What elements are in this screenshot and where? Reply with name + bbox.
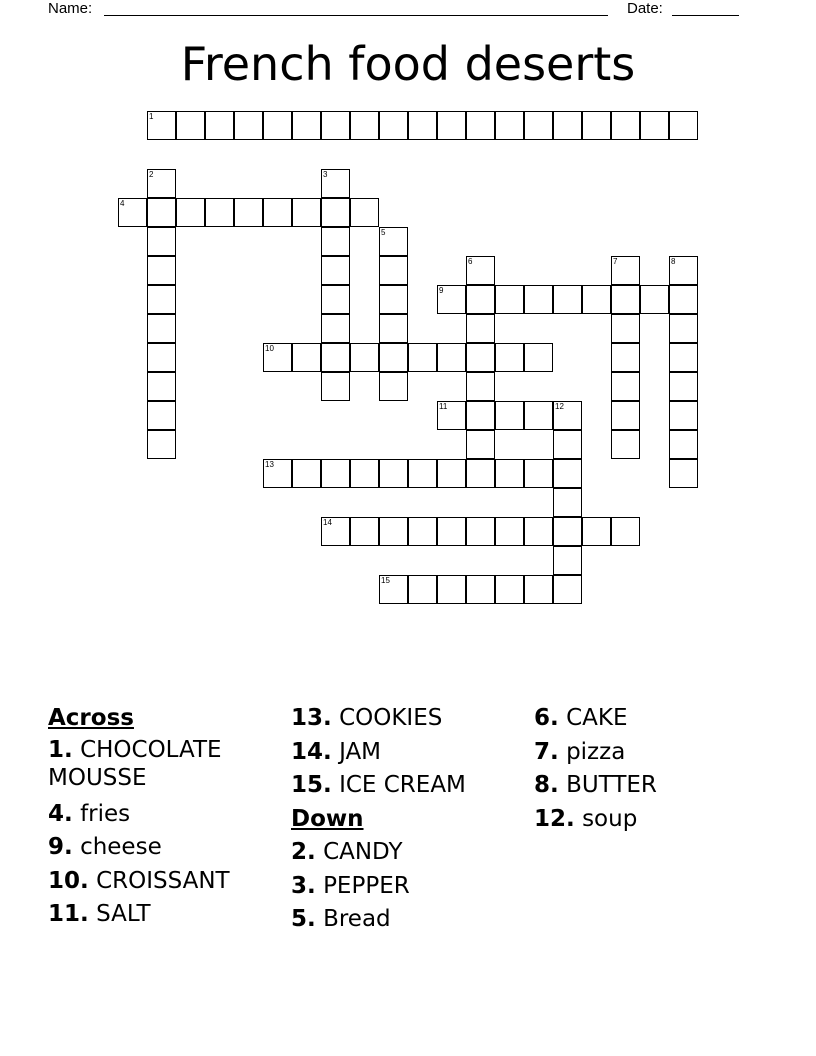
crossword-cell[interactable] (234, 198, 263, 227)
crossword-cell[interactable] (205, 198, 234, 227)
crossword-cell[interactable] (553, 401, 582, 430)
crossword-cell[interactable] (321, 517, 350, 546)
crossword-cell[interactable] (379, 517, 408, 546)
clue-across-1 (48, 736, 263, 792)
cell-number: 5 (381, 228, 386, 237)
clue-down-3 (291, 870, 521, 904)
clue-number: 1. (48, 736, 73, 763)
clue-number: 11. (48, 901, 89, 927)
clue-down-8 (534, 769, 764, 803)
crossword-cell[interactable] (466, 575, 495, 604)
crossword-cell[interactable] (437, 111, 466, 140)
crossword-cell[interactable] (321, 372, 350, 401)
date-label: Date: (627, 0, 663, 17)
crossword-cell[interactable] (437, 285, 466, 314)
clue-number: 4. (48, 800, 73, 827)
crossword-cell[interactable] (147, 169, 176, 198)
clue-number: 12. (534, 805, 575, 832)
clue-text: CANDY (323, 839, 403, 865)
crossword-cell[interactable] (350, 198, 379, 227)
clue-down-5 (291, 903, 521, 937)
clue-text: JAM (339, 738, 382, 765)
crossword-cell[interactable] (466, 517, 495, 546)
crossword-cell[interactable] (147, 314, 176, 343)
crossword-cell[interactable] (495, 517, 524, 546)
down-heading: Down (291, 805, 364, 832)
crossword-cell[interactable] (321, 256, 350, 285)
crossword-cell[interactable] (669, 314, 698, 343)
crossword-cell[interactable] (263, 111, 292, 140)
crossword-cell[interactable] (611, 343, 640, 372)
crossword-cell[interactable] (524, 285, 553, 314)
clue-text: ICE CREAM (339, 772, 466, 798)
crossword-cell[interactable] (640, 111, 669, 140)
cell-number: 4 (120, 199, 125, 208)
clue-number: 10. (48, 867, 89, 894)
clue-down-6 (534, 702, 764, 736)
crossword-cell[interactable] (321, 198, 350, 227)
clue-text: PEPPER (323, 872, 410, 899)
crossword-cell[interactable] (437, 459, 466, 488)
cell-number: 10 (265, 344, 274, 353)
crossword-cell[interactable] (147, 227, 176, 256)
crossword-cell[interactable] (669, 111, 698, 140)
crossword-cell[interactable] (495, 575, 524, 604)
clue-number: 14. (291, 738, 332, 765)
crossword-cell[interactable] (524, 517, 553, 546)
clue-across-14 (291, 736, 521, 770)
crossword-cell[interactable] (263, 459, 292, 488)
crossword-cell[interactable] (524, 111, 553, 140)
crossword-cell[interactable] (379, 111, 408, 140)
crossword-cell[interactable] (495, 343, 524, 372)
clue-text: CAKE (566, 705, 628, 731)
clues-column-1 (48, 702, 263, 932)
crossword-cell[interactable] (611, 314, 640, 343)
cell-number: 6 (468, 257, 473, 266)
clue-across-11 (48, 898, 263, 932)
crossword-cell[interactable] (611, 430, 640, 459)
crossword-cell[interactable] (611, 111, 640, 140)
crossword-cell[interactable] (611, 401, 640, 430)
clues-column-2 (291, 702, 521, 937)
clue-text: cheese (80, 834, 162, 860)
crossword-cell[interactable] (640, 285, 669, 314)
crossword-cell[interactable] (379, 575, 408, 604)
crossword-cell[interactable] (466, 314, 495, 343)
crossword-cell[interactable] (669, 459, 698, 488)
crossword-cell[interactable] (176, 198, 205, 227)
clue-across-15 (291, 769, 521, 803)
crossword-cell[interactable] (553, 546, 582, 575)
crossword-cell[interactable] (466, 430, 495, 459)
crossword-cell[interactable] (553, 459, 582, 488)
crossword-cell[interactable] (321, 459, 350, 488)
crossword-cell[interactable] (437, 343, 466, 372)
crossword-cell[interactable] (437, 575, 466, 604)
crossword-cell[interactable] (553, 488, 582, 517)
crossword-cell[interactable] (466, 285, 495, 314)
clue-down-12 (534, 803, 764, 837)
crossword-cell[interactable] (495, 111, 524, 140)
crossword-cell[interactable] (379, 285, 408, 314)
crossword-cell[interactable] (408, 517, 437, 546)
crossword-cell[interactable] (582, 517, 611, 546)
cell-number: 15 (381, 576, 390, 585)
crossword-cell[interactable] (147, 372, 176, 401)
crossword-cell[interactable] (582, 285, 611, 314)
crossword-cell[interactable] (379, 227, 408, 256)
name-label: Name: (48, 0, 93, 17)
cell-number: 9 (439, 286, 444, 295)
cell-number: 7 (613, 257, 618, 266)
crossword-cell[interactable] (466, 459, 495, 488)
crossword-cell[interactable] (292, 459, 321, 488)
clue-down-7 (534, 736, 764, 770)
crossword-cell[interactable] (350, 517, 379, 546)
clue-number: 9. (48, 834, 73, 860)
crossword-cell[interactable] (553, 285, 582, 314)
crossword-cell[interactable] (263, 198, 292, 227)
clue-number: 2. (291, 839, 316, 865)
cell-number: 2 (149, 170, 154, 179)
crossword-cell[interactable] (292, 111, 321, 140)
crossword-cell[interactable] (669, 343, 698, 372)
across-heading: Across (48, 705, 134, 731)
crossword-cell[interactable] (408, 575, 437, 604)
crossword-cell[interactable] (321, 227, 350, 256)
crossword-cell[interactable] (321, 314, 350, 343)
crossword-cell[interactable] (669, 430, 698, 459)
crossword-cell[interactable] (147, 256, 176, 285)
crossword-cell[interactable] (118, 198, 147, 227)
clue-text: Bread (323, 906, 391, 932)
crossword-cell[interactable] (466, 111, 495, 140)
crossword-cell[interactable] (553, 430, 582, 459)
clue-across-4 (48, 798, 263, 832)
clue-number: 8. (534, 772, 559, 798)
crossword-cell[interactable] (553, 517, 582, 546)
clue-text: COOKIES (339, 705, 443, 731)
crossword-cell[interactable] (408, 111, 437, 140)
clue-text: pizza (566, 738, 626, 765)
cell-number: 1 (149, 112, 154, 121)
crossword-cell[interactable] (669, 401, 698, 430)
cell-number: 12 (555, 402, 564, 411)
clue-number: 7. (534, 738, 559, 765)
crossword-cell[interactable] (611, 285, 640, 314)
crossword-cell[interactable] (379, 314, 408, 343)
crossword-cell[interactable] (553, 575, 582, 604)
crossword-cell[interactable] (553, 111, 582, 140)
clue-number: 6. (534, 705, 559, 731)
clue-across-9 (48, 831, 263, 865)
crossword-cell[interactable] (379, 343, 408, 372)
crossword-cell[interactable] (379, 256, 408, 285)
clue-text: CHOCOLATE MOUSSE (48, 736, 222, 791)
clue-number: 5. (291, 906, 316, 932)
crossword-cell[interactable] (466, 401, 495, 430)
crossword-cell[interactable] (147, 111, 176, 140)
clue-across-10 (48, 865, 263, 899)
cell-number: 13 (265, 460, 274, 469)
crossword-cell[interactable] (234, 111, 263, 140)
crossword-cell[interactable] (379, 372, 408, 401)
clue-text: SALT (96, 901, 151, 927)
page-title: French food deserts (180, 37, 636, 91)
crossword-cell[interactable] (437, 517, 466, 546)
clue-text: soup (582, 805, 638, 832)
crossword-cell[interactable] (147, 430, 176, 459)
crossword-cell[interactable] (263, 343, 292, 372)
crossword-cell[interactable] (524, 459, 553, 488)
crossword-cell[interactable] (582, 111, 611, 140)
crossword-cell[interactable] (292, 198, 321, 227)
crossword-cell[interactable] (466, 343, 495, 372)
crossword-cell[interactable] (350, 459, 379, 488)
crossword-cell[interactable] (466, 256, 495, 285)
clues-column-3 (534, 702, 764, 836)
crossword-cell[interactable] (205, 111, 234, 140)
crossword-cell[interactable] (147, 285, 176, 314)
crossword-cell[interactable] (321, 169, 350, 198)
clue-text: CROISSANT (96, 867, 230, 894)
crossword-cell[interactable] (495, 401, 524, 430)
crossword-cell[interactable] (611, 517, 640, 546)
crossword-cell[interactable] (669, 372, 698, 401)
crossword-cell[interactable] (292, 343, 321, 372)
crossword-cell[interactable] (176, 111, 205, 140)
crossword-cell[interactable] (147, 198, 176, 227)
crossword-cell[interactable] (350, 111, 379, 140)
clue-text: fries (80, 800, 131, 827)
crossword-cell[interactable] (524, 343, 553, 372)
crossword-cell[interactable] (437, 401, 466, 430)
clue-down-2 (291, 836, 521, 870)
clue-number: 3. (291, 872, 316, 899)
cell-number: 14 (323, 518, 332, 527)
clue-across-13 (291, 702, 521, 736)
crossword-cell[interactable] (321, 343, 350, 372)
crossword-cell[interactable] (524, 401, 553, 430)
crossword-cell[interactable] (669, 256, 698, 285)
crossword-cell[interactable] (147, 343, 176, 372)
crossword-cell[interactable] (350, 343, 379, 372)
cell-number: 11 (439, 402, 448, 411)
clue-text: BUTTER (566, 772, 657, 798)
crossword-cell[interactable] (147, 401, 176, 430)
clue-number: 13. (291, 705, 332, 731)
crossword-cell[interactable] (611, 256, 640, 285)
crossword-cell[interactable] (495, 459, 524, 488)
crossword-cell[interactable] (466, 372, 495, 401)
crossword-cell[interactable] (321, 111, 350, 140)
cell-number: 3 (323, 170, 328, 179)
crossword-cell[interactable] (495, 285, 524, 314)
crossword-cell[interactable] (379, 459, 408, 488)
crossword-cell[interactable] (669, 285, 698, 314)
crossword-cell[interactable] (524, 575, 553, 604)
crossword-cell[interactable] (321, 285, 350, 314)
clue-number: 15. (291, 772, 332, 798)
crossword-cell[interactable] (611, 372, 640, 401)
crossword-cell[interactable] (408, 343, 437, 372)
cell-number: 8 (671, 257, 676, 266)
crossword-cell[interactable] (408, 459, 437, 488)
